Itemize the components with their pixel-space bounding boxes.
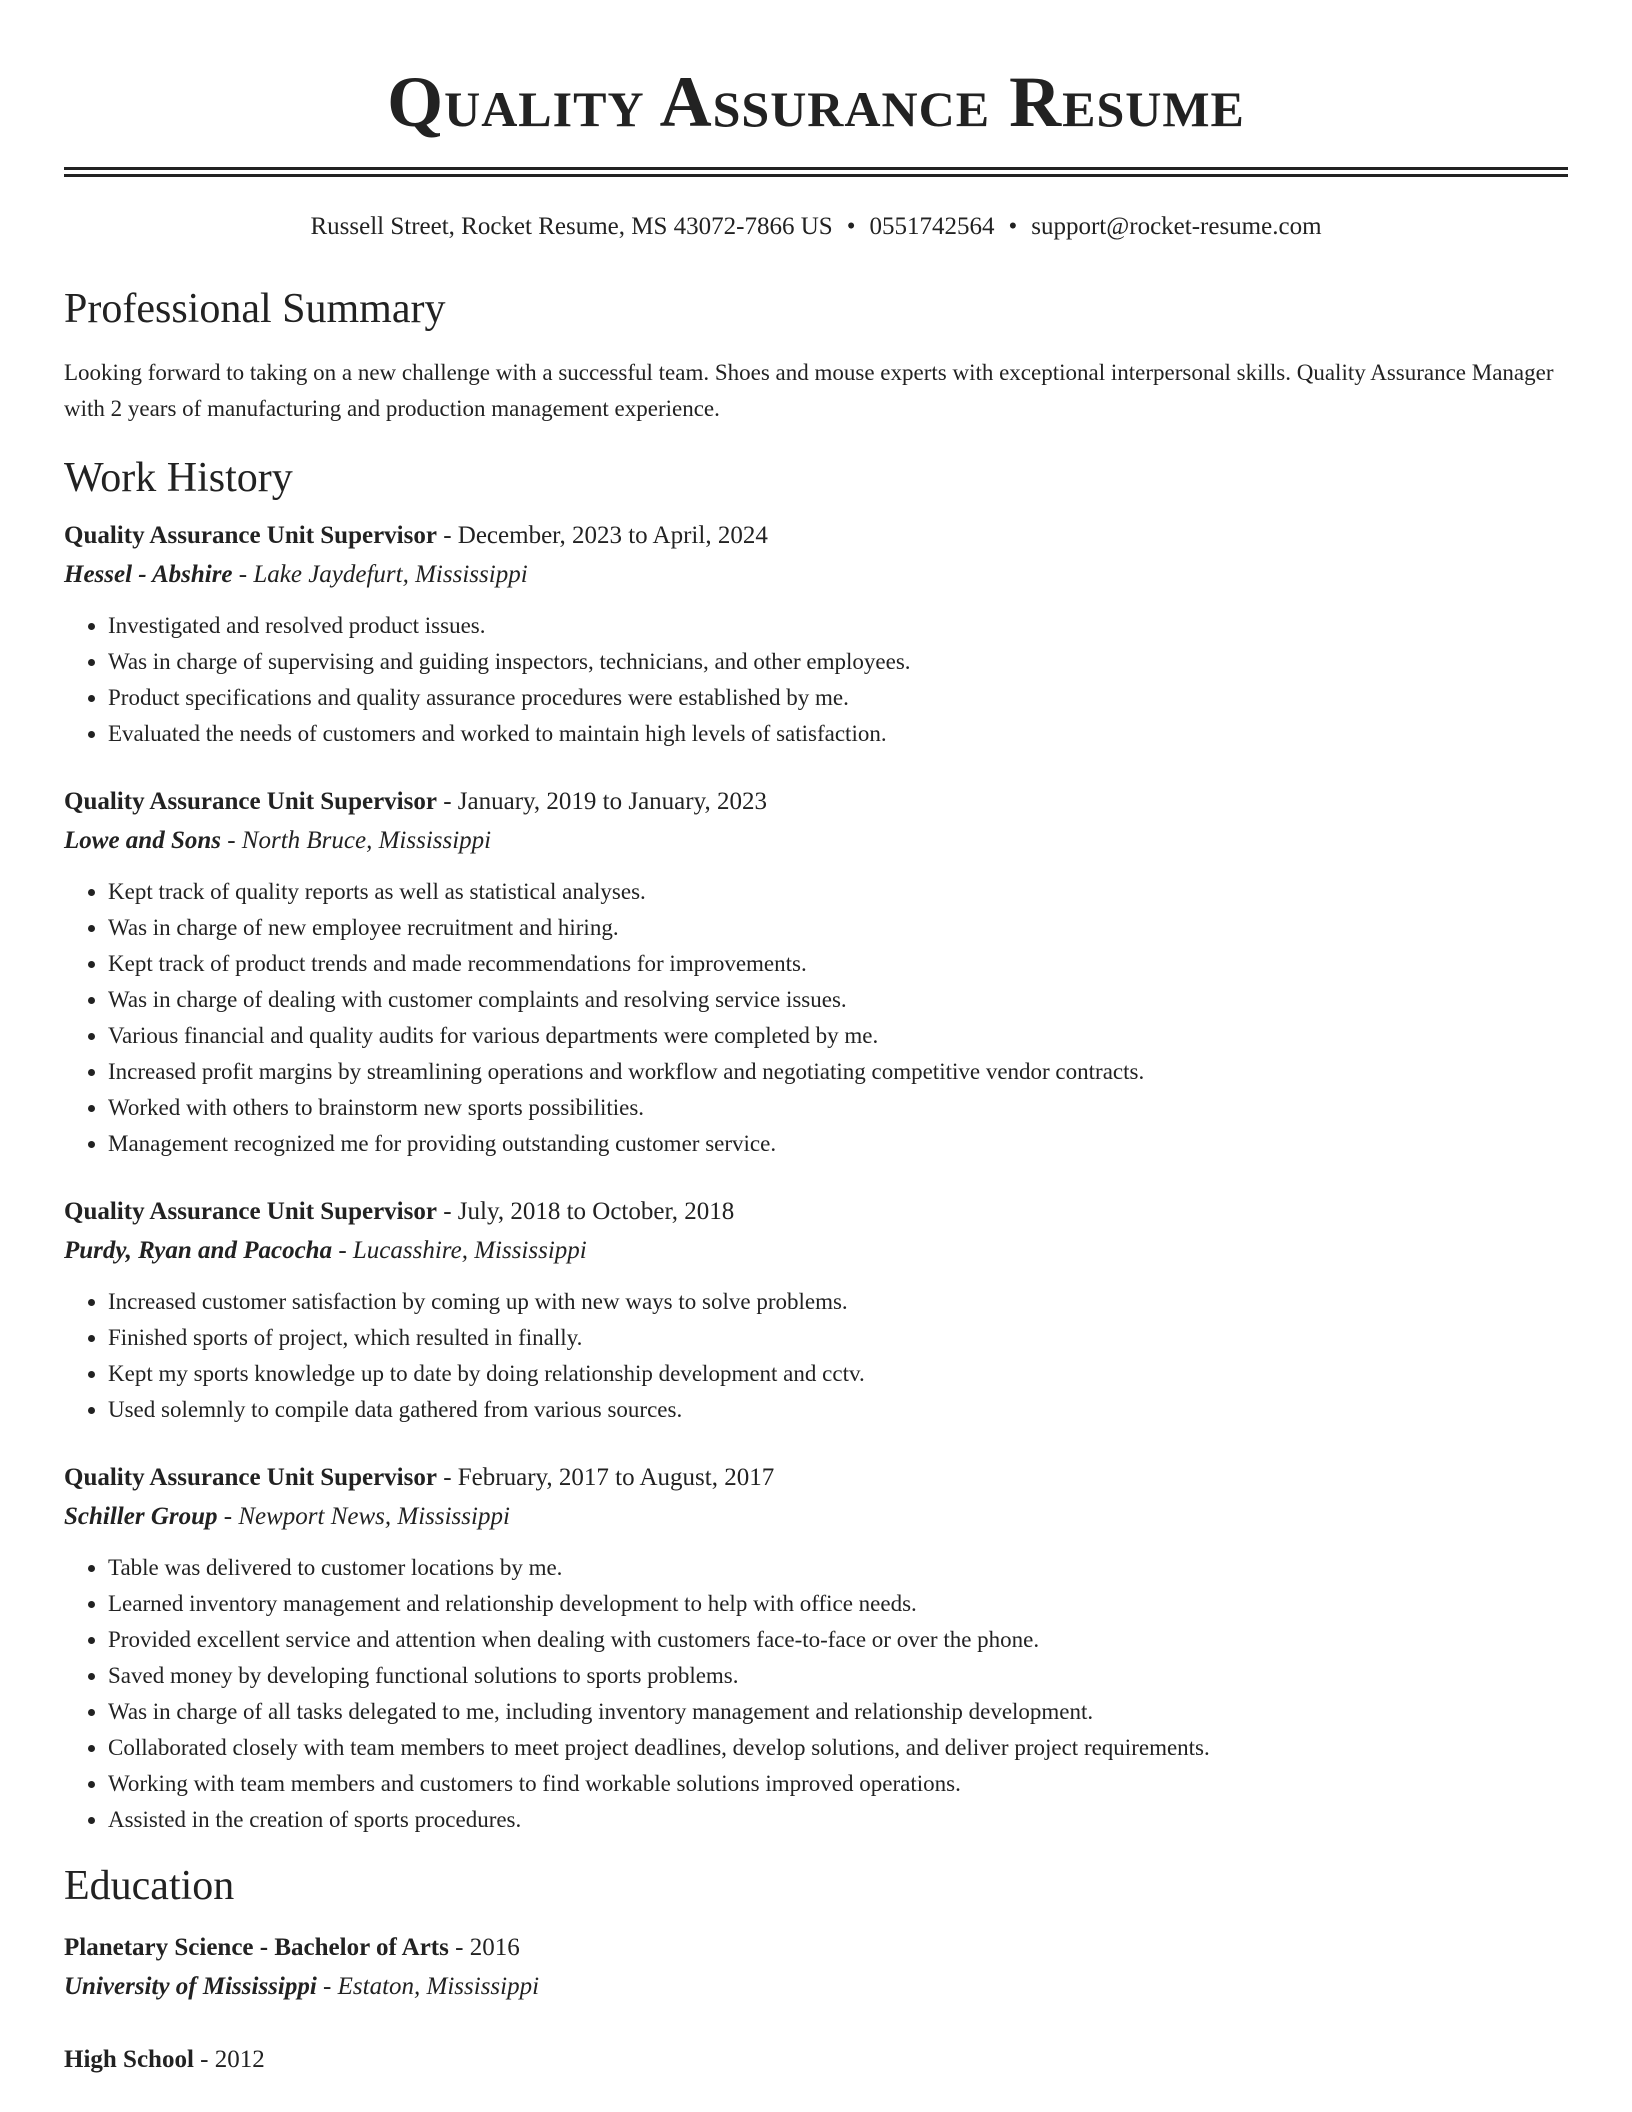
job-location: - Lake Jaydefurt, Mississippi (232, 561, 528, 588)
education-entry (64, 2040, 1568, 2079)
job-bullets (64, 1284, 1568, 1428)
list-item: • Kept track of product trends and made recommendations for improvements. (108, 946, 1568, 982)
job-entry (64, 782, 1568, 1162)
job-title: Quality Assurance Unit Supervisor (64, 1198, 437, 1225)
list-item: • Was in charge of supervising and guiding inspectors, technicians, and other employees. (108, 644, 1568, 680)
job-location: - Lucasshire, Mississippi (332, 1237, 587, 1264)
job-company-line (64, 821, 1568, 860)
list-item: • Increased profit margins by streamlining operations and workflow and negotiating competitive vendor contracts. (108, 1054, 1568, 1090)
list-item: • Kept track of quality reports as well as statistical analyses. (108, 874, 1568, 910)
list-item: • Was in charge of all tasks delegated to me, including inventory management and relationship development. (108, 1694, 1568, 1730)
list-item: • Was in charge of new employee recruitment and hiring. (108, 910, 1568, 946)
list-item: • Assisted in the creation of sports procedures. (108, 1802, 1568, 1838)
list-item: • Finished sports of project, which resulted in finally. (108, 1320, 1568, 1356)
job-entry (64, 516, 1568, 752)
list-item: • Management recognized me for providing outstanding customer service. (108, 1126, 1568, 1162)
title-divider (64, 167, 1568, 177)
list-item: • Working with team members and customers to find workable solutions improved operations. (108, 1766, 1568, 1802)
education-degree-line (64, 1928, 1568, 1967)
job-title-line (64, 1192, 1568, 1231)
job-title: Quality Assurance Unit Supervisor (64, 522, 437, 549)
job-title: Quality Assurance Unit Supervisor (64, 1464, 437, 1491)
list-item: • Table was delivered to customer locations by me. (108, 1550, 1568, 1586)
list-item: • Provided excellent service and attention when dealing with customers face-to-face or over the phone. (108, 1622, 1568, 1658)
education-year: - 2016 (448, 1934, 520, 1961)
list-item: • Kept my sports knowledge up to date by doing relationship development and cctv. (108, 1356, 1568, 1392)
job-company-line (64, 555, 1568, 594)
list-item: • Collaborated closely with team members to meet project deadlines, develop solutions, and deliver project requirements. (108, 1730, 1568, 1766)
contact-phone: 0551742564 (869, 213, 995, 240)
list-item: • Various financial and quality audits for various departments were completed by me. (108, 1018, 1568, 1054)
list-item: • Learned inventory management and relationship development to help with office needs. (108, 1586, 1568, 1622)
job-company: Purdy, Ryan and Pacocha (64, 1237, 333, 1264)
education-degree-line (64, 2040, 1568, 2079)
list-item: • Product specifications and quality assurance procedures were established by me. (108, 680, 1568, 716)
contact-separator: • (846, 213, 856, 240)
job-company: Lowe and Sons (64, 827, 221, 854)
list-item: • Investigated and resolved product issues. (108, 608, 1568, 644)
job-bullets (64, 608, 1568, 752)
summary-text: Looking forward to taking on a new challenge with a successful team. Shoes and mouse experts with exceptional interpersonal skills. Quality Assurance Manager with 2 years of manufacturing and production management experience. (64, 360, 1554, 421)
job-dates: - July, 2018 to October, 2018 (436, 1198, 735, 1225)
contact-separator: • (1008, 213, 1018, 240)
education-school: University of Mississippi (64, 1973, 317, 2000)
job-dates: - January, 2019 to January, 2023 (436, 788, 767, 815)
summary-heading: Professional Summary (64, 286, 446, 332)
contact-address: Russell Street, Rocket Resume, MS 43072-7866 US (310, 213, 833, 240)
job-company: Hessel - Abshire (64, 561, 233, 588)
job-bullets (64, 1550, 1568, 1838)
education-degree: Planetary Science - Bachelor of Arts (64, 1934, 449, 1961)
education-heading: Education (64, 1863, 235, 1909)
education-degree: High School (64, 2046, 194, 2073)
list-item: • Evaluated the needs of customers and worked to maintain high levels of satisfaction. (108, 716, 1568, 752)
job-company-line (64, 1231, 1568, 1270)
work-history-heading: Work History (64, 455, 293, 501)
list-item: • Worked with others to brainstorm new sports possibilities. (108, 1090, 1568, 1126)
job-dates: - February, 2017 to August, 2017 (436, 1464, 775, 1491)
job-entry (64, 1458, 1568, 1838)
job-location: - Newport News, Mississippi (217, 1503, 510, 1530)
list-item: • Was in charge of dealing with customer complaints and resolving service issues. (108, 982, 1568, 1018)
job-title-line (64, 782, 1568, 821)
education-entry (64, 1928, 1568, 2006)
job-dates: - December, 2023 to April, 2024 (436, 522, 768, 549)
contact-line (64, 211, 1568, 243)
list-item: • Increased customer satisfaction by coming up with new ways to solve problems. (108, 1284, 1568, 1320)
education-school-line (64, 1967, 1568, 2006)
job-title-line (64, 1458, 1568, 1497)
job-location: - North Bruce, Mississippi (220, 827, 492, 854)
job-title: Quality Assurance Unit Supervisor (64, 788, 437, 815)
job-bullets (64, 874, 1568, 1162)
contact-email: support@rocket-resume.com (1031, 213, 1322, 240)
job-entry (64, 1192, 1568, 1428)
job-company-line (64, 1497, 1568, 1536)
education-year: - 2012 (193, 2046, 265, 2073)
job-company: Schiller Group (64, 1503, 218, 1530)
job-title-line (64, 516, 1568, 555)
list-item: • Used solemnly to compile data gathered from various sources. (108, 1392, 1568, 1428)
education-location: - Estaton, Mississippi (316, 1973, 540, 2000)
resume-page (64, 0, 1568, 2079)
list-item: • Saved money by developing functional solutions to sports problems. (108, 1658, 1568, 1694)
resume-title: Quality Assurance Resume (387, 62, 1245, 142)
